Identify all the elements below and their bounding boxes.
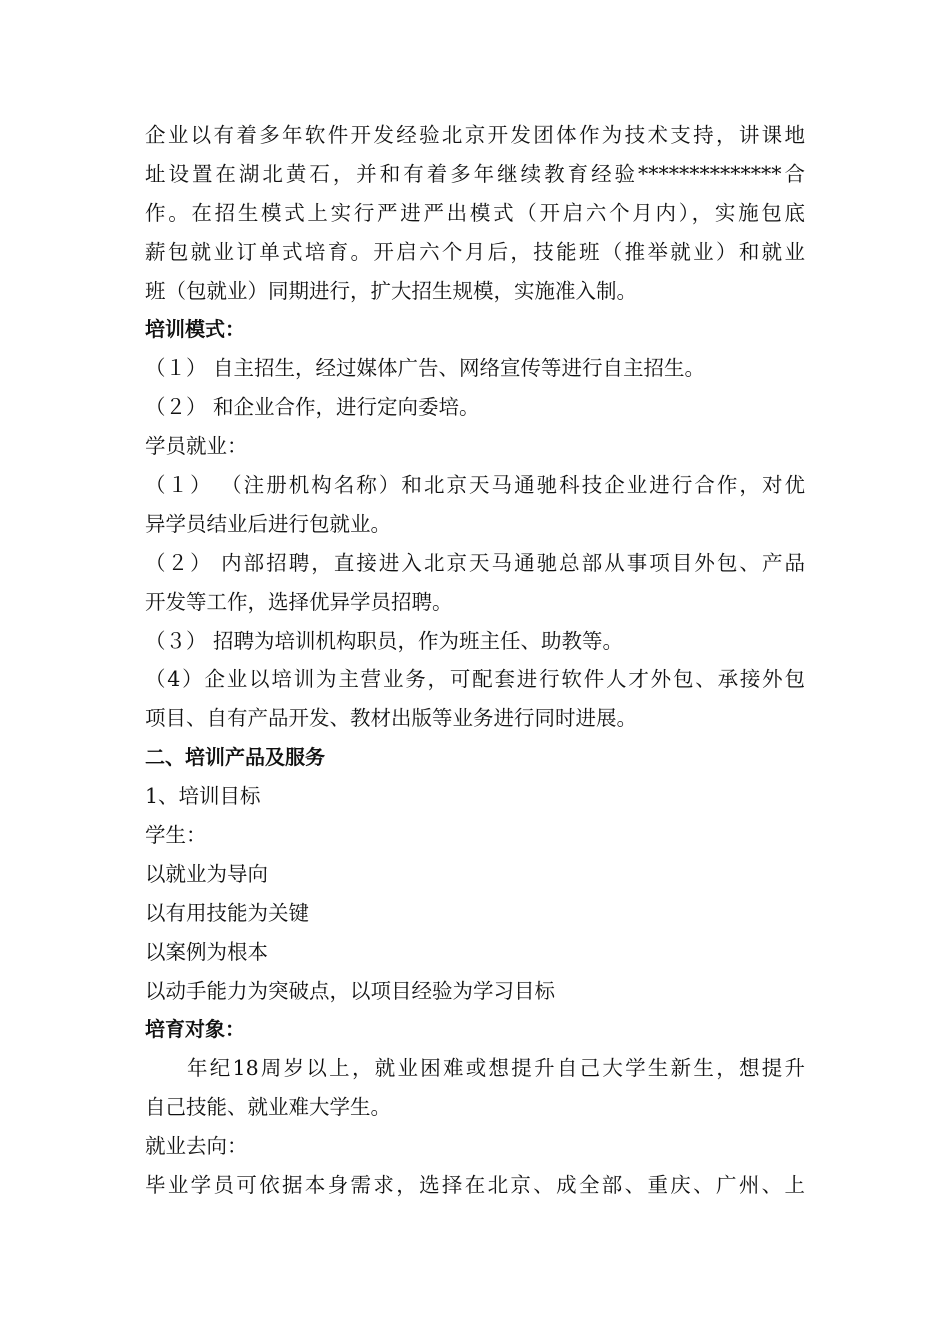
goal-item: 以就业为导向 [145,861,268,886]
list-item: （２） 内部招聘，直接进入北京天马通驰总部从事项目外包、产品 [145,550,805,575]
goal-item: 以案例为根本 [145,939,268,964]
goal-item: 以动手能力为突破点，以项目经验为学习目标 [145,978,555,1003]
subheading: 学员就业： [145,434,248,459]
goal-item: 以有用技能为关键 [145,900,309,925]
paragraph-line: 址设置在湖北黄石，并和有着多年继续教育经验**************合 [145,161,805,186]
paragraph-line: 自己技能、就业难大学生。 [145,1095,391,1120]
list-item-continuation: 项目、自有产品开发、教材出版等业务进行同时进展。 [145,706,637,731]
section-heading: 二、培训产品及服务 [145,745,325,770]
section-heading: 培训模式： [145,317,245,342]
paragraph-line: 企业以有着多年软件开发经验北京开发团体作为技术支持，讲课地 [145,123,805,147]
list-item: （4）企业以培训为主营业务，可配套进行软件人才外包、承接外包 [145,667,805,692]
list-item-continuation: 异学员结业后进行包就业。 [145,511,391,536]
subheading: 就业去向： [145,1134,248,1159]
paragraph-line: 班（包就业）同期进行，扩大招生规模，实施准入制。 [145,278,637,303]
paragraph-line: 作。在招生模式上实行严进严出模式（开启六个月内），实施包底 [145,200,805,225]
list-item: （３） 招聘为培训机构职员，作为班主任、助教等。 [145,628,624,653]
paragraph-line: 薪包就业订单式培育。开启六个月后，技能班（推举就业）和就业 [145,239,805,264]
paragraph-line: 毕业学员可依据本身需求，选择在北京、成全部、重庆、广州、上 [145,1173,805,1198]
paragraph-line: 年纪18周岁以上，就业困难或想提升自己大学生新生，想提升 [187,1056,805,1081]
subheading: 学生： [145,823,207,848]
document-body [145,116,805,1205]
list-item: （１） 自主招生，经过媒体广告、网络宣传等进行自主招生。 [145,356,706,381]
list-item: （１） （注册机构名称）和北京天马通驰科技企业进行合作，对优 [145,473,805,498]
section-heading: 培育对象： [145,1017,245,1042]
subheading: 1、培训目标 [145,784,261,809]
list-item-continuation: 开发等工作，选择优异学员招聘。 [145,589,453,614]
list-item: （２） 和企业合作，进行定向委培。 [145,395,480,420]
